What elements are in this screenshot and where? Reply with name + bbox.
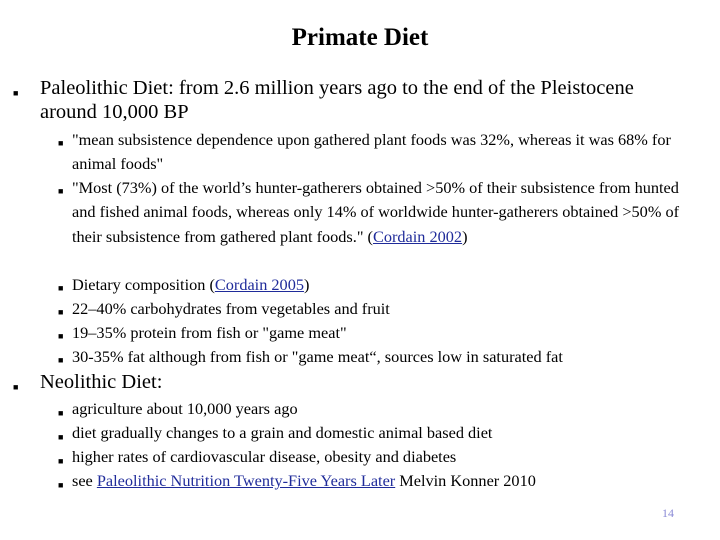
bullet-icon: ■ [58,456,64,466]
list-item-text-after: Melvin Konner 2010 [395,471,536,490]
list-item-text: Dietary composition ( [72,275,215,294]
slide-title: Primate Diet [291,24,429,51]
section-heading-neolithic: Neolithic Diet: [40,371,163,393]
list-item [72,469,704,493]
list-item-text-after: ) [303,275,310,294]
bullet-icon: ■ [58,138,64,148]
cordain-2002-link[interactable]: Cordain 2002 [372,226,463,246]
bullet-icon: ■ [58,283,64,293]
bullet-icon: ■ [58,331,64,341]
bullet-icon: ■ [58,307,64,317]
page-number: 14 [662,506,674,520]
list-item-text: "Most (73%) of the world’s hunter-gatherers obtained >50% of their subsistence from hunted and fished animal foods, whereas only 14% of worldwide hunter-gatherers obtained >50% of their subsistence from gathered plant foods." ( [72,178,680,246]
bullet-icon: ■ [58,186,64,196]
list-item: higher rates of cardiovascular disease, obesity and diabetes [72,447,457,466]
list-item: "mean subsistence dependence upon gathered plant foods was 32%, whereas it was 68% for animal foods" [72,130,671,174]
list-item-text-after: ) [462,226,468,246]
list-item [72,176,704,249]
list-item: 30-35% fat although from fish or "game meat“, sources low in saturated fat [72,347,563,366]
bullet-icon: ■ [58,355,64,365]
list-item [72,273,704,297]
list-item-text: see [72,471,97,490]
bullet-icon: ■ [13,382,19,392]
cordain-2005-link[interactable]: Cordain 2005 [214,275,304,294]
list-item: 19–35% protein from fish or "game meat" [72,323,347,342]
bullet-icon: ■ [58,480,64,490]
bullet-icon: ■ [13,88,19,98]
bullet-icon: ■ [58,432,64,442]
list-item: agriculture about 10,000 years ago [72,399,298,418]
list-item: 22–40% carbohydrates from vegetables and fruit [72,299,390,318]
section-heading-paleolithic: Paleolithic Diet: from 2.6 million years ago to the end of the Pleistocene around 10,000 BP [40,77,634,123]
paleolithic-nutrition-link[interactable]: Paleolithic Nutrition Twenty-Five Years Later [96,471,396,490]
bullet-icon: ■ [58,408,64,418]
list-item: diet gradually changes to a grain and domestic animal based diet [72,423,493,442]
